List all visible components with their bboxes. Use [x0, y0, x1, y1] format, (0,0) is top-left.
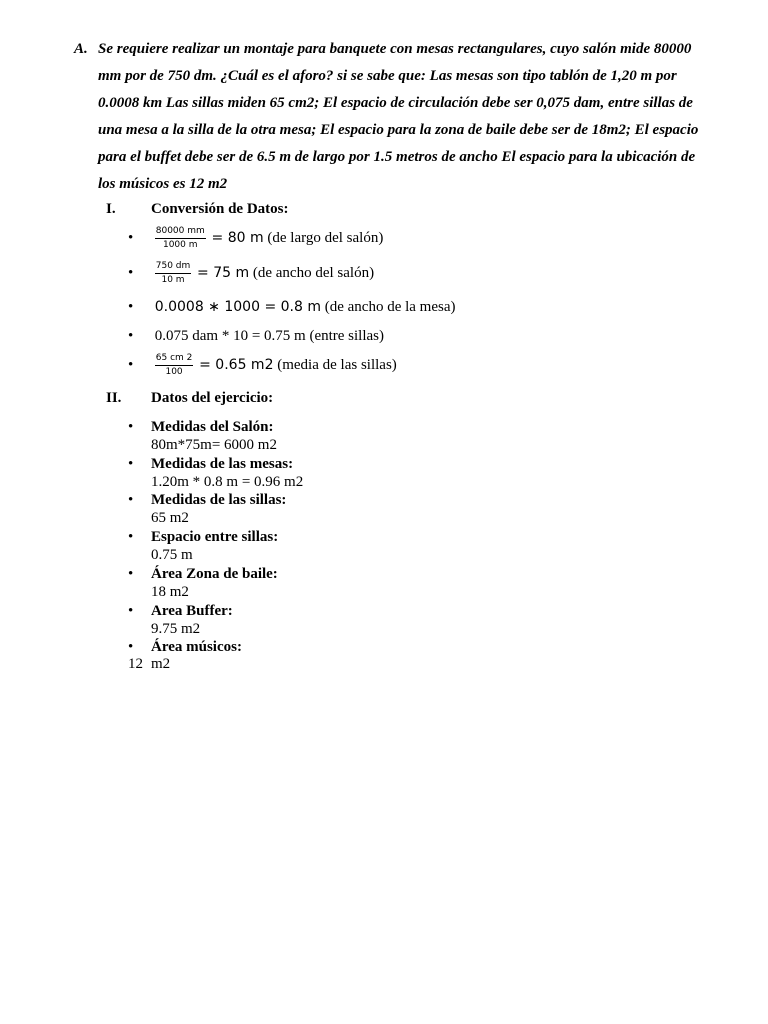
- data-item-chair-spacing: [128, 528, 278, 564]
- data-label: Medidas del Salón:: [151, 419, 274, 435]
- problem-marker: A.: [74, 41, 88, 57]
- data-value: 18 m2: [151, 584, 189, 600]
- result: = 0.65 m2: [199, 356, 274, 373]
- note: (de ancho de la mesa): [324, 299, 456, 315]
- data-label: Área músicos:: [151, 639, 242, 655]
- data-value: 80m*75m= 6000 m2: [151, 437, 277, 453]
- result: = 75 m: [197, 264, 250, 281]
- fraction-denominator: 1000 m: [162, 240, 198, 250]
- note: (de ancho del salón): [252, 264, 375, 281]
- data-value: 9.75 m2: [151, 621, 201, 637]
- fraction-numerator: 750 dm: [155, 261, 192, 274]
- fraction: [155, 226, 206, 251]
- bullet-icon: •: [128, 328, 134, 344]
- conversion-item-table-width: [128, 299, 456, 316]
- expression: 0.0008 ∗ 1000 = 0.8 m: [154, 299, 321, 315]
- data-item-salon: [128, 418, 277, 454]
- bullet-icon: •: [128, 299, 134, 315]
- bullet-icon: •: [128, 639, 134, 655]
- conversion-item-chair-spacing: [128, 328, 384, 345]
- plain-text: 0.075 dam * 10 = 0.75 m (entre sillas): [154, 328, 385, 344]
- note: (media de las sillas): [277, 356, 397, 373]
- bullet-icon: •: [128, 529, 134, 545]
- fraction-numerator: 80000 mm: [155, 226, 206, 239]
- bullet-icon: •: [128, 356, 134, 373]
- data-label: Area Buffer:: [151, 603, 233, 619]
- bullet-icon: •: [128, 603, 134, 619]
- section-numeral: II.: [106, 390, 122, 406]
- data-item-tables: [128, 455, 303, 491]
- data-item-chairs: [128, 491, 286, 527]
- data-label: Medidas de las mesas:: [151, 456, 294, 472]
- data-label: Área Zona de baile:: [151, 566, 278, 582]
- conversion-item-width: [128, 261, 374, 286]
- data-value-rest: m2: [151, 656, 171, 672]
- note: (de largo del salón): [267, 229, 384, 246]
- section-heading-conversion: [106, 201, 289, 218]
- fraction-denominator: 100: [165, 367, 183, 377]
- conversion-item-chair-size: [128, 353, 397, 378]
- bullet-icon: •: [128, 566, 134, 582]
- fraction: [155, 261, 192, 286]
- problem-text: Se requiere realizar un montaje para banquete con mesas rectangulares, cuyo salón mide 80000 mm por de 750 dm. ¿Cuál es el aforo? si se sabe que: Las mesas son tipo tablón de 1,20 m por 0.0008 km Las sillas miden 65 cm2; El espacio de circulación debe ser 0,075 dam, entre sillas de una mesa a la silla de la otra mesa; El espacio para la zona de baile debe ser de 18m2; El espacio para el buffet debe ser de 6.5 m de largo por 1.5 metros de ancho El espacio para la ubicación de los músicos es 12 m2: [98, 41, 699, 192]
- section-numeral: I.: [106, 201, 116, 217]
- data-value-lead: 12: [128, 656, 143, 672]
- conversion-item-length: [128, 226, 383, 251]
- problem-statement: [74, 36, 714, 198]
- data-item-buffet: [128, 602, 233, 638]
- bullet-icon: •: [128, 456, 134, 472]
- data-item-dance-floor: [128, 565, 278, 601]
- fraction: [155, 353, 194, 378]
- section-heading-data: [106, 390, 273, 407]
- bullet-icon: •: [128, 264, 134, 281]
- section-title: Datos del ejercicio:: [151, 390, 274, 406]
- data-label: Espacio entre sillas:: [151, 529, 279, 545]
- section-title: Conversión de Datos:: [151, 201, 289, 217]
- result: = 80 m: [211, 229, 264, 246]
- data-label: Medidas de las sillas:: [151, 492, 287, 508]
- data-value: 0.75 m: [151, 547, 193, 563]
- bullet-icon: •: [128, 492, 134, 508]
- data-value: 65 m2: [151, 510, 189, 526]
- data-value-musicians: [128, 656, 170, 673]
- fraction-denominator: 10 m: [161, 275, 185, 285]
- bullet-icon: •: [128, 229, 134, 246]
- data-item-musicians: [128, 638, 242, 656]
- bullet-icon: •: [128, 419, 134, 435]
- data-value: 1.20m * 0.8 m = 0.96 m2: [151, 474, 304, 490]
- fraction-numerator: 65 cm 2: [155, 353, 194, 366]
